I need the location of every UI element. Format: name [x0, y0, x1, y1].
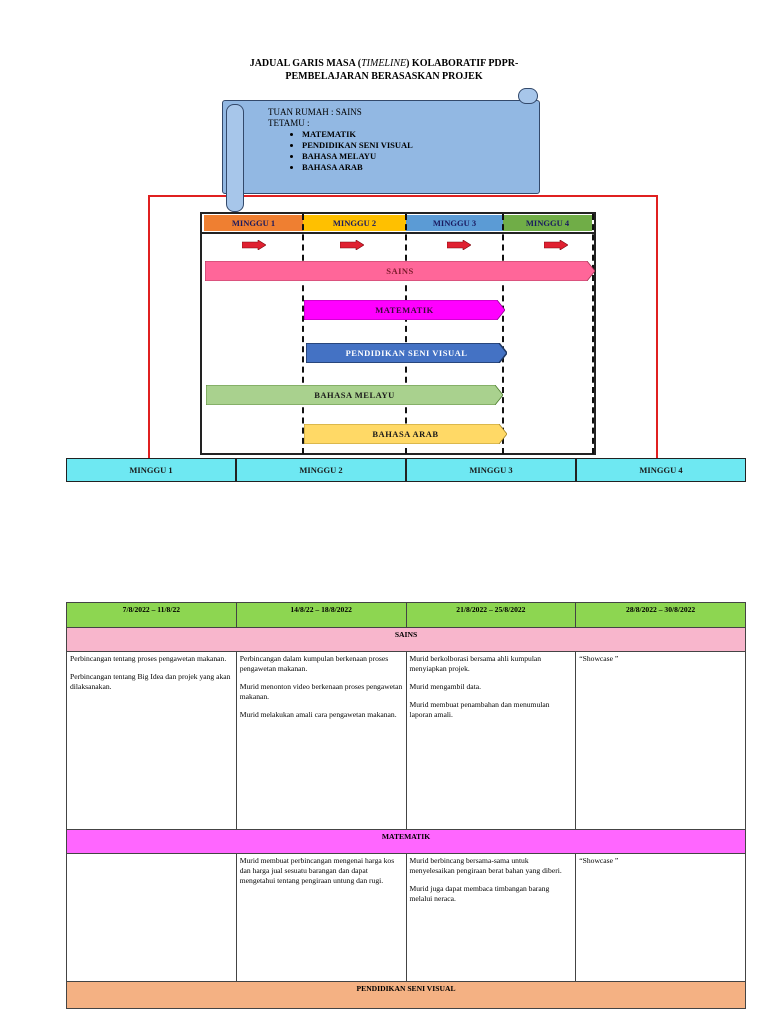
activity-cell	[236, 854, 406, 982]
date-header-cell: 28/8/2022 – 30/8/2022	[576, 603, 746, 628]
guest-item: • MATEMATIK	[302, 129, 413, 140]
bar-label: BAHASA ARAB	[372, 429, 439, 439]
activity-text: Murid berbincang bersama-sama untuk menyelesaikan pengiraan berat bahan yang diberi.	[409, 856, 562, 875]
guest-item: • BAHASA ARAB	[302, 162, 413, 173]
week-header-1: MINGGU 1	[204, 215, 303, 231]
week-separator	[502, 214, 504, 454]
timeline-bar-bahasa-arab	[304, 424, 507, 444]
week-row-cell-1: MINGGU 1	[66, 458, 236, 482]
timeline-bar-pendidikan-seni-visual	[306, 343, 507, 363]
title-line1-post: ) KOLABORATIF PDPR-	[406, 58, 519, 69]
scroll-roll-right	[518, 88, 538, 104]
week-separator	[302, 214, 304, 454]
activity-text: “Showcase ”	[579, 654, 619, 663]
week-row-cell-2: MINGGU 2	[236, 458, 406, 482]
guest-item: • PENDIDIKAN SENI VISUAL	[302, 140, 413, 151]
activity-cell	[67, 652, 237, 830]
activity-text: “Showcase ”	[579, 856, 619, 865]
bar-label: SAINS	[386, 266, 414, 276]
connector-line-right-vertical	[656, 195, 658, 459]
guests-label: TETAMU :	[268, 118, 310, 128]
activity-text: Perbincangan tentang Big Idea dan projek yang akan dilaksanakan.	[70, 672, 231, 691]
activity-text: Murid melakukan amali cara pengawetan makanan.	[239, 710, 397, 719]
week-header-3: MINGGU 3	[406, 215, 503, 231]
activity-cell	[406, 854, 576, 982]
arrow-right-icon	[340, 240, 364, 250]
arrow-right-icon	[447, 240, 471, 250]
date-header-cell: 14/8/22 – 18/8/2022	[236, 603, 406, 628]
activity-text: Perbincangan tentang proses pengawetan makanan.	[70, 654, 227, 663]
week-row	[66, 458, 746, 482]
timeline-bar-matematik	[304, 300, 505, 320]
date-header-row	[67, 603, 746, 628]
week-header-2: MINGGU 2	[303, 215, 406, 231]
title-line1-pre: JADUAL GARIS MASA (	[249, 58, 362, 69]
timeline-bar-sains	[205, 261, 595, 281]
activity-row-matematik	[67, 854, 746, 982]
arrow-right-icon	[544, 240, 568, 250]
scroll-roll-left	[226, 104, 244, 212]
subject-row-sains	[67, 628, 746, 652]
activity-text: Murid mengambil data.	[409, 682, 481, 691]
activity-cell	[406, 652, 576, 830]
activity-text: Murid juga dapat membaca timbangan barang melalui neraca.	[409, 884, 550, 903]
week-row-cell-3: MINGGU 3	[406, 458, 576, 482]
activity-text: Murid membuat perbincangan mengenai harga kos dan harga jual sesuatu barangan dan dapat mengetahui tentang pengiraan untung dan rugi.	[239, 856, 395, 885]
week-separator	[592, 214, 594, 454]
week-separator	[405, 214, 407, 454]
activity-text: Murid menonton video berkenaan proses pengawetan makanan.	[239, 682, 403, 701]
activity-text: Murid berkolborasi bersama ahli kumpulan menyiapkan projek.	[409, 654, 542, 673]
activity-text: Perbincangan dalam kumpulan berkenaan proses pengawetan makanan.	[239, 654, 389, 673]
subject-label-sains: SAINS	[67, 628, 746, 652]
subject-label-pendidikan-seni-visual: PENDIDIKAN SENI VISUAL	[67, 982, 746, 1009]
document-title	[0, 57, 768, 83]
subject-row-pendidikan-seni-visual	[67, 982, 746, 1009]
guest-item: • BAHASA MELAYU	[302, 151, 413, 162]
activity-cell	[576, 652, 746, 830]
arrow-right-icon	[242, 240, 266, 250]
week-row-cell-4: MINGGU 4	[576, 458, 746, 482]
timeline-bar-bahasa-melayu	[206, 385, 503, 405]
subject-label-matematik: MATEMATIK	[67, 830, 746, 854]
activity-cell	[67, 854, 237, 982]
activity-cell	[236, 652, 406, 830]
timeline-header-divider	[202, 232, 594, 234]
activity-text: Murid membuat penambahan dan menumulan laporan amali.	[409, 700, 550, 719]
subject-row-matematik	[67, 830, 746, 854]
week-header-4: MINGGU 4	[503, 215, 592, 231]
date-header-cell: 7/8/2022 – 11/8/22	[67, 603, 237, 628]
bar-label: PENDIDIKAN SENI VISUAL	[345, 348, 468, 358]
activity-row-sains	[67, 652, 746, 830]
title-line1-italic: TIMELINE	[361, 58, 407, 69]
guest-list	[268, 129, 413, 173]
host-subject: TUAN RUMAH : SAINS	[268, 107, 362, 117]
date-header-cell: 21/8/2022 – 25/8/2022	[406, 603, 576, 628]
activity-cell	[576, 854, 746, 982]
bar-label: MATEMATIK	[375, 305, 434, 315]
schedule-table	[66, 602, 746, 1009]
scroll-text	[268, 107, 413, 173]
title-line2: PEMBELAJARAN BERASASKAN PROJEK	[285, 71, 483, 82]
connector-line-top	[148, 195, 658, 197]
bar-label: BAHASA MELAYU	[314, 390, 395, 400]
connector-line-left-vertical	[148, 195, 150, 459]
